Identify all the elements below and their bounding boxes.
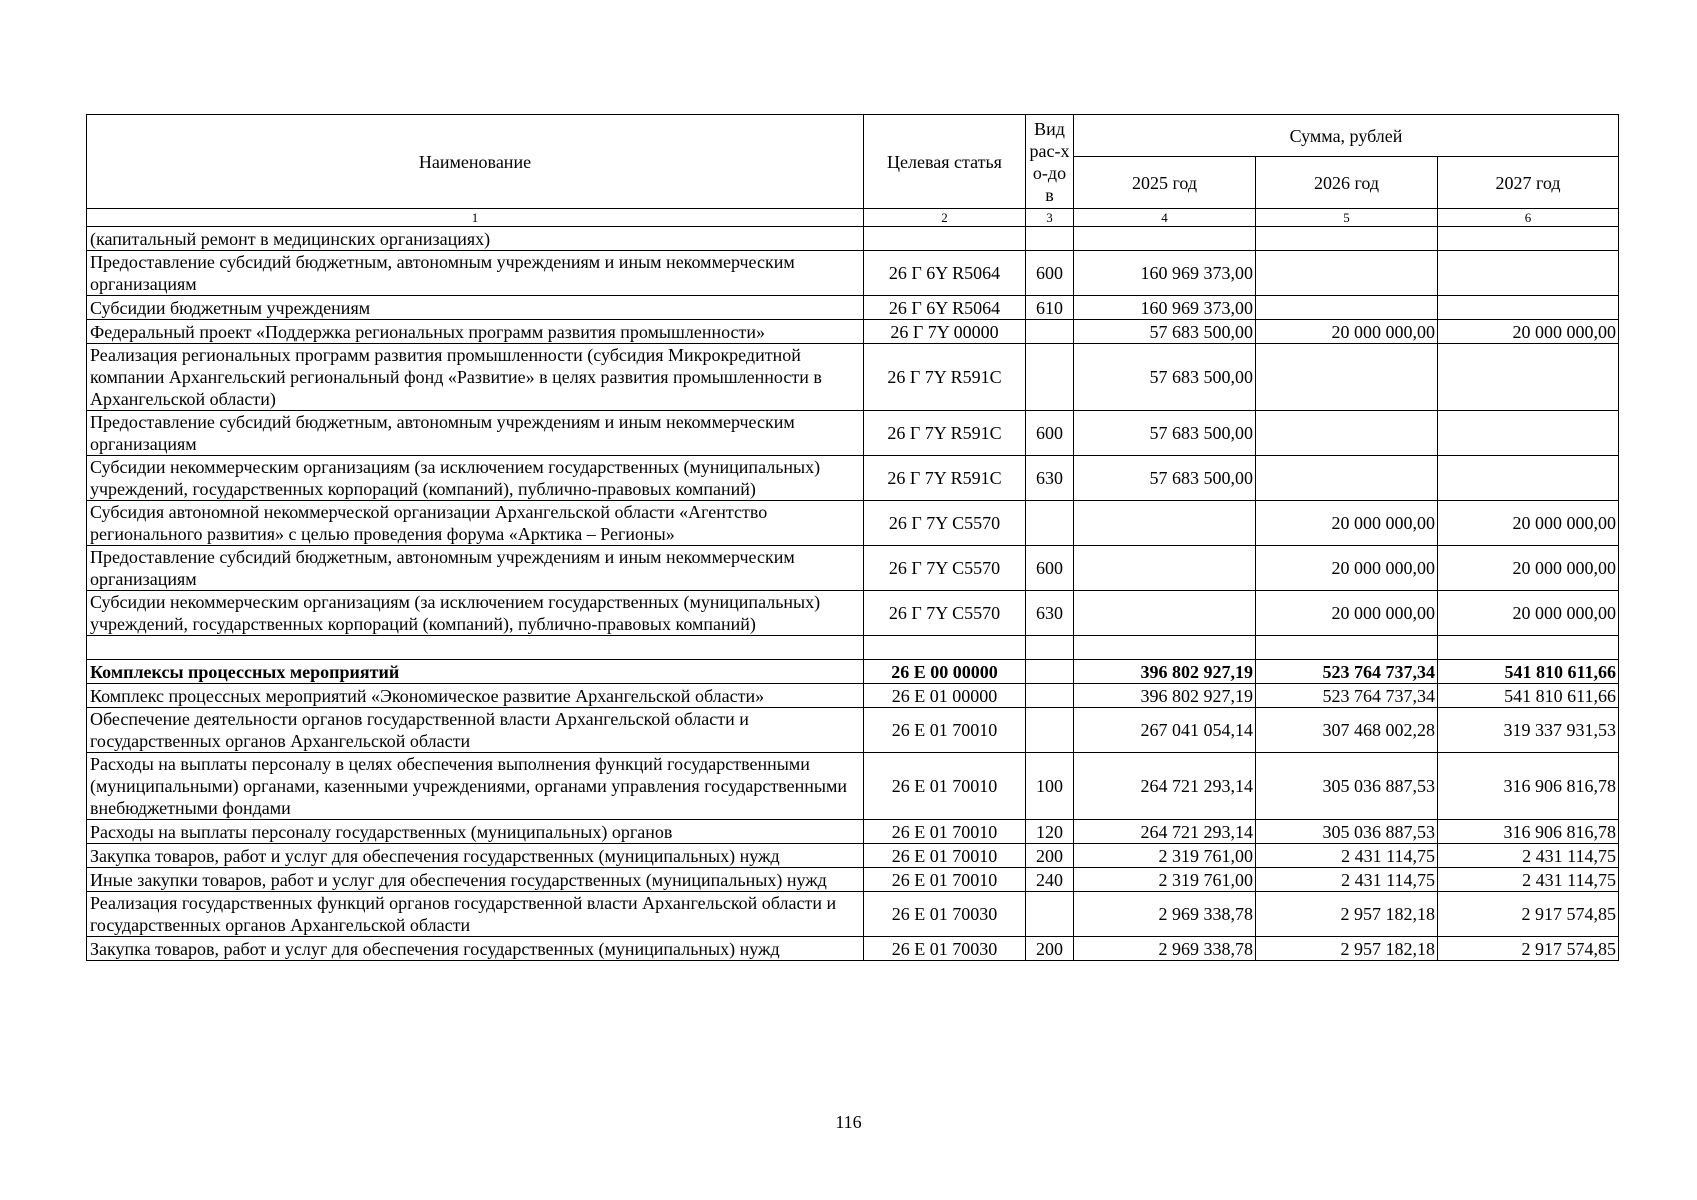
header-expense-kind: Вид рас-хо-дов (1026, 115, 1074, 209)
table-row (87, 296, 1619, 320)
cell-target-article: 26 Е 01 70010 (864, 844, 1026, 868)
cell-target-article (864, 227, 1026, 251)
cell-sum-2026: 20 000 000,00 (1256, 501, 1438, 546)
table-row (87, 660, 1619, 684)
cell-sum-2027: 319 337 931,53 (1438, 708, 1619, 753)
cell-expense-kind (1026, 636, 1074, 660)
cell-sum-2027: 541 810 611,66 (1438, 684, 1619, 708)
cell-sum-2026: 2 957 182,18 (1256, 937, 1438, 961)
cell-sum-2025: 2 319 761,00 (1074, 844, 1256, 868)
cell-name: Предоставление субсидий бюджетным, автономным учреждениям и иным некоммерческим организациям (87, 546, 864, 591)
cell-sum-2027: 2 431 114,75 (1438, 868, 1619, 892)
cell-sum-2026 (1256, 296, 1438, 320)
cell-sum-2026: 2 957 182,18 (1256, 892, 1438, 937)
cell-sum-2027: 20 000 000,00 (1438, 546, 1619, 591)
cell-target-article: 26 Г 6Y R5064 (864, 251, 1026, 296)
cell-name: Реализация региональных программ развития промышленности (субсидия Микрокредитной компании Архангельский региональный фонд «Развитие» в целях развития промышленности в Архангельской области) (87, 344, 864, 411)
cell-sum-2027: 541 810 611,66 (1438, 660, 1619, 684)
cell-sum-2026 (1256, 636, 1438, 660)
cell-expense-kind (1026, 227, 1074, 251)
cell-name: Расходы на выплаты персоналу в целях обеспечения выполнения функций государственными (муниципальными) органами, казенными учреждениями, органами управления государственными внебюджетными фондами (87, 753, 864, 820)
cell-sum-2026: 2 431 114,75 (1256, 868, 1438, 892)
header-target-article: Целевая статья (864, 115, 1026, 209)
cell-name: Обеспечение деятельности органов государственной власти Архангельской области и государственных органов Архангельской области (87, 708, 864, 753)
column-numbers-row (87, 209, 1619, 227)
header-sum: Сумма, рублей (1074, 115, 1619, 157)
cell-sum-2027: 316 906 816,78 (1438, 753, 1619, 820)
column-number: 3 (1026, 209, 1074, 227)
cell-sum-2025 (1074, 591, 1256, 636)
cell-expense-kind: 610 (1026, 296, 1074, 320)
table-row (87, 636, 1619, 660)
cell-expense-kind (1026, 708, 1074, 753)
cell-sum-2025: 57 683 500,00 (1074, 344, 1256, 411)
cell-expense-kind: 630 (1026, 456, 1074, 501)
table-row (87, 868, 1619, 892)
cell-expense-kind: 600 (1026, 251, 1074, 296)
cell-sum-2027 (1438, 227, 1619, 251)
cell-target-article: 26 Е 01 70010 (864, 708, 1026, 753)
cell-target-article: 26 Е 01 70030 (864, 937, 1026, 961)
table-row (87, 344, 1619, 411)
cell-expense-kind: 200 (1026, 937, 1074, 961)
cell-sum-2027: 20 000 000,00 (1438, 501, 1619, 546)
cell-sum-2026: 20 000 000,00 (1256, 546, 1438, 591)
header-year-2027: 2027 год (1438, 157, 1619, 209)
cell-expense-kind: 240 (1026, 868, 1074, 892)
table-row (87, 708, 1619, 753)
table-row (87, 456, 1619, 501)
cell-target-article: 26 Г 7Y C5570 (864, 591, 1026, 636)
table-row (87, 591, 1619, 636)
cell-expense-kind: 120 (1026, 820, 1074, 844)
cell-name: Предоставление субсидий бюджетным, автономным учреждениям и иным некоммерческим организациям (87, 411, 864, 456)
table-row (87, 546, 1619, 591)
cell-sum-2026: 20 000 000,00 (1256, 591, 1438, 636)
cell-name: Субсидия автономной некоммерческой организации Архангельской области «Агентство регионального развития» с целью проведения форума «Арктика – Регионы» (87, 501, 864, 546)
cell-name: (капитальный ремонт в медицинских организациях) (87, 227, 864, 251)
cell-sum-2026 (1256, 344, 1438, 411)
cell-expense-kind (1026, 684, 1074, 708)
table-row (87, 892, 1619, 937)
cell-name: Субсидии бюджетным учреждениям (87, 296, 864, 320)
table-row (87, 844, 1619, 868)
cell-name: Субсидии некоммерческим организациям (за исключением государственных (муниципальных) учреждений, государственных корпораций (компаний), публично-правовых компаний) (87, 591, 864, 636)
cell-sum-2025 (1074, 636, 1256, 660)
column-number: 5 (1256, 209, 1438, 227)
header-year-2025: 2025 год (1074, 157, 1256, 209)
table-row (87, 753, 1619, 820)
cell-expense-kind: 600 (1026, 546, 1074, 591)
cell-name: Комплекс процессных мероприятий «Экономическое развитие Архангельской области» (87, 684, 864, 708)
cell-sum-2025: 2 969 338,78 (1074, 937, 1256, 961)
table-row (87, 320, 1619, 344)
cell-sum-2027: 20 000 000,00 (1438, 320, 1619, 344)
column-number: 2 (864, 209, 1026, 227)
cell-target-article (864, 636, 1026, 660)
table-row (87, 501, 1619, 546)
cell-target-article: 26 Г 7Y R591C (864, 344, 1026, 411)
cell-sum-2026: 305 036 887,53 (1256, 820, 1438, 844)
cell-sum-2025: 57 683 500,00 (1074, 320, 1256, 344)
cell-sum-2025 (1074, 546, 1256, 591)
cell-sum-2025: 264 721 293,14 (1074, 820, 1256, 844)
cell-sum-2025: 396 802 927,19 (1074, 660, 1256, 684)
cell-expense-kind: 630 (1026, 591, 1074, 636)
cell-target-article: 26 Е 01 00000 (864, 684, 1026, 708)
cell-target-article: 26 Е 01 70030 (864, 892, 1026, 937)
cell-sum-2026: 523 764 737,34 (1256, 684, 1438, 708)
cell-sum-2027 (1438, 456, 1619, 501)
cell-sum-2026 (1256, 411, 1438, 456)
cell-sum-2026 (1256, 456, 1438, 501)
cell-sum-2025: 264 721 293,14 (1074, 753, 1256, 820)
table-body (87, 227, 1619, 961)
cell-expense-kind (1026, 660, 1074, 684)
cell-expense-kind: 100 (1026, 753, 1074, 820)
cell-expense-kind: 200 (1026, 844, 1074, 868)
cell-target-article: 26 Г 7Y 00000 (864, 320, 1026, 344)
cell-sum-2025: 57 683 500,00 (1074, 456, 1256, 501)
cell-target-article: 26 Е 00 00000 (864, 660, 1026, 684)
cell-target-article: 26 Г 7Y R591C (864, 411, 1026, 456)
table-row (87, 411, 1619, 456)
cell-sum-2025: 160 969 373,00 (1074, 296, 1256, 320)
cell-name: Расходы на выплаты персоналу государственных (муниципальных) органов (87, 820, 864, 844)
cell-sum-2025 (1074, 227, 1256, 251)
table-row (87, 820, 1619, 844)
table-row (87, 227, 1619, 251)
cell-sum-2025: 160 969 373,00 (1074, 251, 1256, 296)
page-number: 116 (835, 1112, 862, 1132)
cell-sum-2025: 2 969 338,78 (1074, 892, 1256, 937)
cell-sum-2027: 2 917 574,85 (1438, 892, 1619, 937)
cell-sum-2027: 20 000 000,00 (1438, 591, 1619, 636)
cell-sum-2025: 2 319 761,00 (1074, 868, 1256, 892)
cell-name: Предоставление субсидий бюджетным, автономным учреждениям и иным некоммерческим организациям (87, 251, 864, 296)
cell-expense-kind (1026, 501, 1074, 546)
cell-expense-kind (1026, 892, 1074, 937)
cell-name: Комплексы процессных мероприятий (87, 660, 864, 684)
header-name: Наименование (87, 115, 864, 209)
cell-sum-2026: 2 431 114,75 (1256, 844, 1438, 868)
cell-sum-2027 (1438, 251, 1619, 296)
table-row (87, 684, 1619, 708)
header-year-2026: 2026 год (1256, 157, 1438, 209)
cell-sum-2026 (1256, 251, 1438, 296)
cell-target-article: 26 Г 7Y C5570 (864, 546, 1026, 591)
column-number: 1 (87, 209, 864, 227)
cell-sum-2027: 2 431 114,75 (1438, 844, 1619, 868)
cell-expense-kind (1026, 344, 1074, 411)
cell-name: Субсидии некоммерческим организациям (за исключением государственных (муниципальных) учреждений, государственных корпораций (компаний), публично-правовых компаний) (87, 456, 864, 501)
cell-sum-2027: 2 917 574,85 (1438, 937, 1619, 961)
cell-target-article: 26 Г 7Y R591C (864, 456, 1026, 501)
cell-sum-2027 (1438, 411, 1619, 456)
cell-target-article: 26 Г 7Y C5570 (864, 501, 1026, 546)
budget-table-page (86, 114, 1618, 961)
cell-sum-2025: 396 802 927,19 (1074, 684, 1256, 708)
cell-expense-kind: 600 (1026, 411, 1074, 456)
cell-name: Иные закупки товаров, работ и услуг для обеспечения государственных (муниципальных) нужд (87, 868, 864, 892)
cell-sum-2026: 20 000 000,00 (1256, 320, 1438, 344)
cell-sum-2027 (1438, 296, 1619, 320)
table-row (87, 937, 1619, 961)
cell-sum-2026 (1256, 227, 1438, 251)
cell-target-article: 26 Е 01 70010 (864, 753, 1026, 820)
cell-name: Реализация государственных функций органов государственной власти Архангельской области и государственных органов Архангельской области (87, 892, 864, 937)
column-number: 6 (1438, 209, 1619, 227)
cell-sum-2027 (1438, 344, 1619, 411)
table-row (87, 251, 1619, 296)
cell-target-article: 26 Е 01 70010 (864, 868, 1026, 892)
budget-table (86, 114, 1619, 961)
cell-sum-2025: 267 041 054,14 (1074, 708, 1256, 753)
cell-name (87, 636, 864, 660)
cell-target-article: 26 Г 6Y R5064 (864, 296, 1026, 320)
cell-sum-2026: 523 764 737,34 (1256, 660, 1438, 684)
cell-name: Закупка товаров, работ и услуг для обеспечения государственных (муниципальных) нужд (87, 937, 864, 961)
cell-name: Федеральный проект «Поддержка региональных программ развития промышленности» (87, 320, 864, 344)
cell-sum-2027 (1438, 636, 1619, 660)
cell-sum-2027: 316 906 816,78 (1438, 820, 1619, 844)
cell-expense-kind (1026, 320, 1074, 344)
cell-sum-2025: 57 683 500,00 (1074, 411, 1256, 456)
cell-sum-2026: 305 036 887,53 (1256, 753, 1438, 820)
cell-target-article: 26 Е 01 70010 (864, 820, 1026, 844)
column-number: 4 (1074, 209, 1256, 227)
cell-sum-2025 (1074, 501, 1256, 546)
cell-sum-2026: 307 468 002,28 (1256, 708, 1438, 753)
cell-name: Закупка товаров, работ и услуг для обеспечения государственных (муниципальных) нужд (87, 844, 864, 868)
